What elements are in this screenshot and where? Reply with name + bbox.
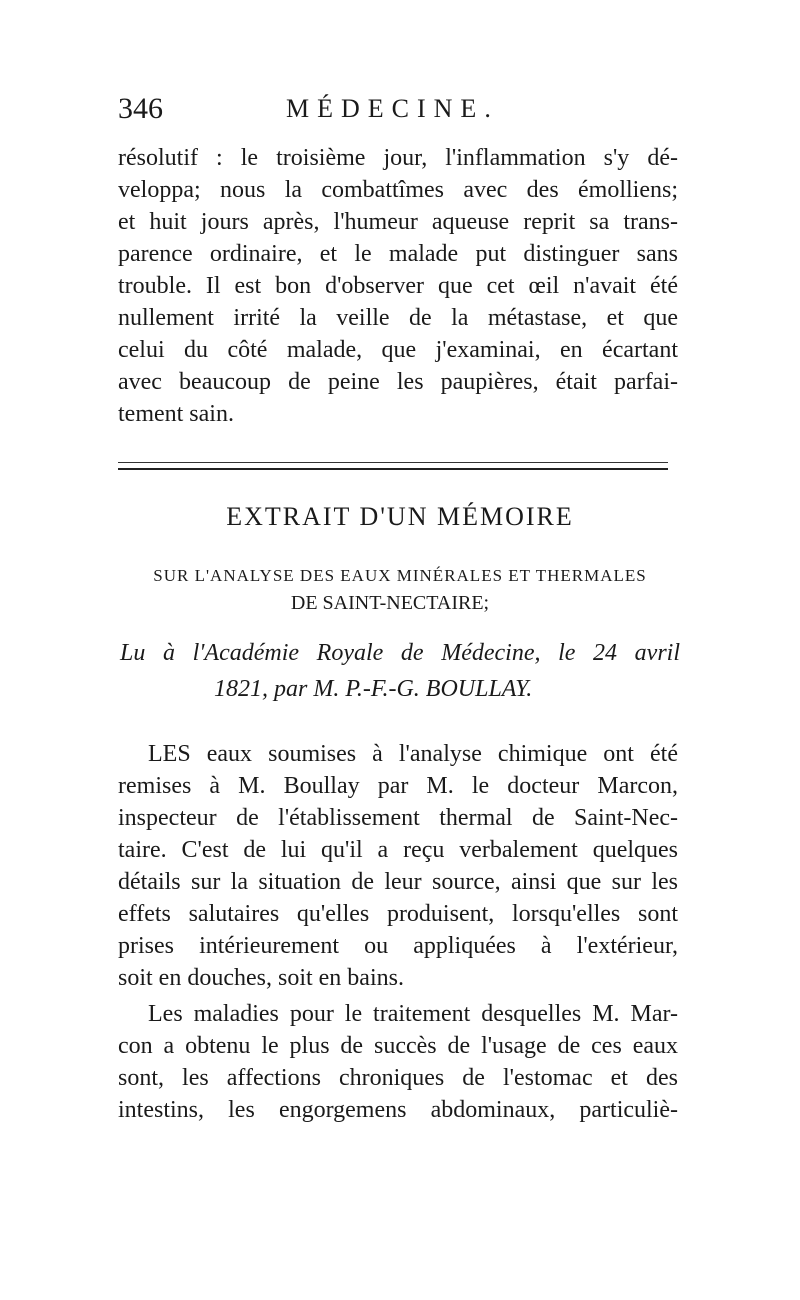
text-line: nullement irrité la veille de la métastase, et que — [118, 305, 678, 331]
text-line: prises intérieurement ou appliquées à l'extérieur, — [118, 933, 678, 959]
section-divider — [118, 468, 668, 470]
text-line: trouble. Il est bon d'observer que cet œil n'avait été — [118, 273, 678, 299]
text-line: et huit jours après, l'humeur aqueuse reprit sa trans- — [118, 209, 678, 235]
text-line: sont, les affections chroniques de l'estomac et des — [118, 1065, 678, 1091]
text-line: inspecteur de l'établissement thermal de Saint-Nec- — [118, 805, 678, 831]
text-line: détails sur la situation de leur source, ainsi que sur les — [118, 869, 678, 895]
article-subtitle: DE SAINT-NECTAIRE; — [290, 592, 490, 614]
text-line: avec beaucoup de peine les paupières, était parfai- — [118, 369, 678, 395]
article-title: EXTRAIT D'UN MÉMOIRE — [226, 502, 574, 531]
text-line: con a obtenu le plus de succès de l'usage de ces eaux — [118, 1033, 678, 1059]
text-line: soit en douches, soit en bains. — [118, 965, 404, 991]
article-subtitle: SUR L'ANALYSE DES EAUX MINÉRALES ET THERMALES — [153, 566, 647, 585]
text-line: tement sain. — [118, 401, 234, 427]
text-line: effets salutaires qu'elles produisent, lorsqu'elles sont — [118, 901, 678, 927]
text-line: veloppa; nous la combattîmes avec des émolliens; — [118, 177, 678, 203]
page-number: 346 — [118, 92, 163, 125]
text-line: remises à M. Boullay par M. le docteur Marcon, — [118, 773, 678, 799]
text-line: celui du côté malade, que j'examinai, en écartant — [118, 337, 678, 363]
text-line: Les maladies pour le traitement desquelles M. Mar- — [148, 1001, 678, 1027]
page-header — [118, 92, 678, 132]
running-title: MÉDECINE. — [286, 94, 499, 123]
text-line: résolutif : le troisième jour, l'inflammation s'y dé- — [118, 145, 678, 171]
text-line: taire. C'est de lui qu'il a reçu verbalement quelques — [118, 837, 678, 863]
text-line: LES eaux soumises à l'analyse chimique ont été — [148, 741, 678, 767]
reading-note: Lu à l'Académie Royale de Médecine, le 24 avril — [120, 640, 680, 666]
section-divider — [118, 462, 668, 463]
text-line: parence ordinaire, et le malade put distinguer sans — [118, 241, 678, 267]
reading-note: 1821, par M. P.-F.-G. BOULLAY. — [214, 676, 533, 702]
text-line: intestins, les engorgemens abdominaux, particuliè- — [118, 1097, 678, 1123]
